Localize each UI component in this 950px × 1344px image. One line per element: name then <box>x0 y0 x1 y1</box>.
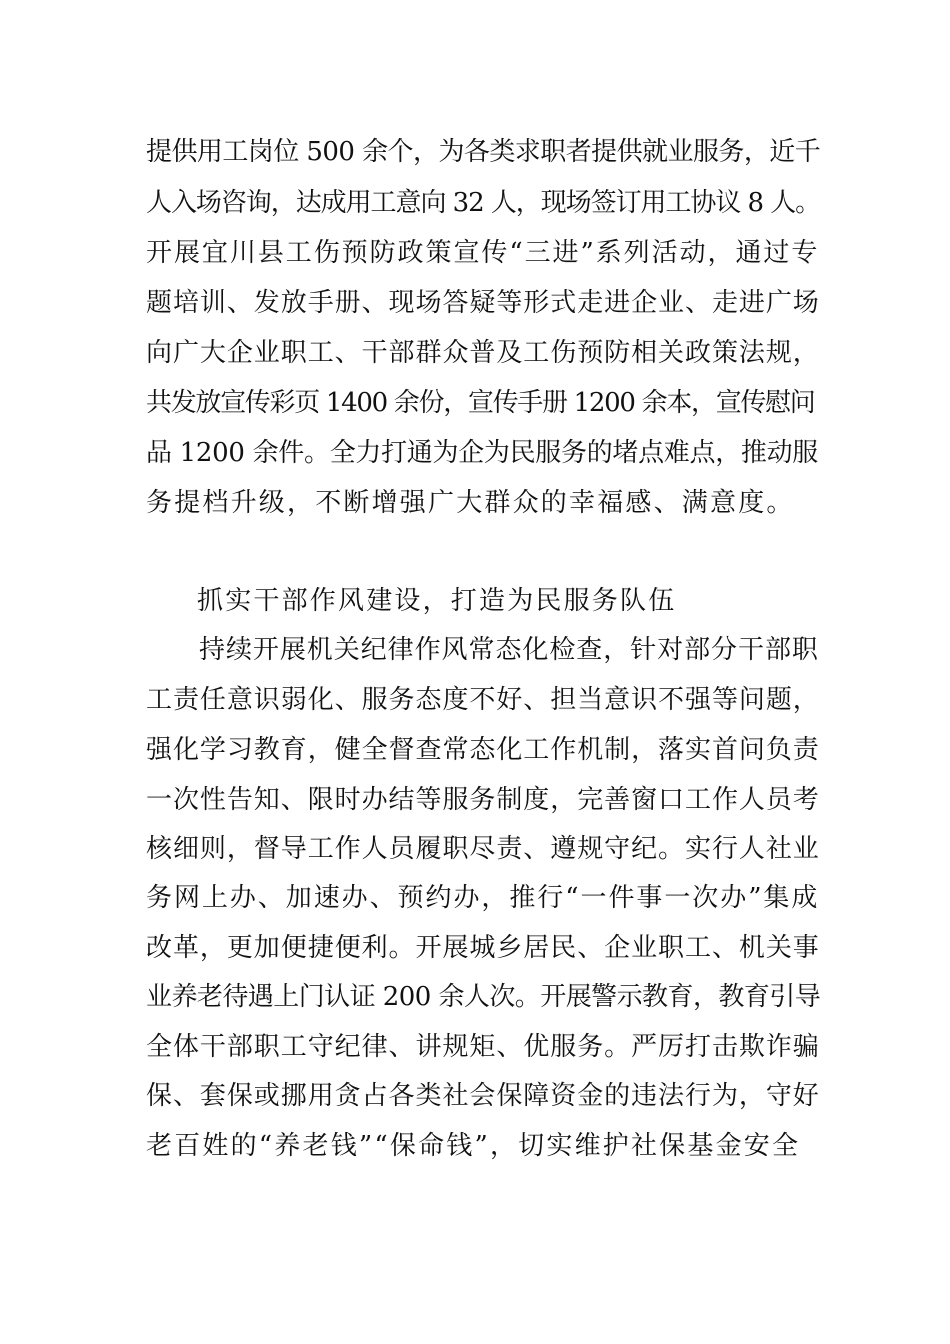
paragraph-line: 务网上办、加速办、预约办，推行“一件事一次办”集成 <box>146 883 820 913</box>
paragraph-line: 品 1200 余件。全力打通为企为民服务的堵点难点，推动服 <box>146 438 818 468</box>
paragraph-line: 务提档升级，不断增强广大群众的幸福感、满意度。 <box>146 488 795 518</box>
paragraph-line: 题培训、发放手册、现场答疑等形式走进企业、走进广场 <box>146 288 820 318</box>
paragraph-line: 一次性告知、限时办结等服务制度，完善窗口工作人员考 <box>146 785 820 815</box>
paragraph-line: 开展宜川县工伤预防政策宣传“三进”系列活动，通过专 <box>146 238 820 268</box>
paragraph-line: 保、套保或挪用贪占各类社会保障资金的违法行为，守好 <box>146 1081 820 1111</box>
paragraph-line: 向广大企业职工、干部群众普及工伤预防相关政策法规， <box>146 338 820 368</box>
paragraph-line: 提供用工岗位 500 余个，为各类求职者提供就业服务，近千 <box>146 137 821 167</box>
paragraph-line: 工责任意识弱化、服务态度不好、担当意识不强等问题， <box>146 685 820 715</box>
paragraph-line: 老百姓的“养老钱”“保命钱”，切实维护社保基金安全 <box>146 1131 801 1161</box>
paragraph-line: 全体干部职工守纪律、讲规矩、优服务。严厉打击欺诈骗 <box>146 1032 820 1062</box>
paragraph-line: 改革，更加便捷便利。开展城乡居民、企业职工、机关事 <box>146 933 820 963</box>
paragraph-line: 人入场咨询，达成用工意向 32 人，现场签订用工协议 8 人。 <box>146 188 821 218</box>
paragraph-line: 业养老待遇上门认证 200 余人次。开展警示教育，教育引导 <box>146 982 821 1012</box>
section-heading: 抓实干部作风建设，打造为民服务队伍 <box>197 586 677 616</box>
paragraph-line: 持续开展机关纪律作风常态化检查，针对部分干部职 <box>199 635 819 665</box>
paragraph-line: 共发放宣传彩页 1400 余份，宣传手册 1200 余本，宣传慰问 <box>146 388 815 418</box>
paragraph-line: 强化学习教育，健全督查常态化工作机制，落实首问负责 <box>146 735 820 765</box>
paragraph-line: 核细则，督导工作人员履职尽责、遵规守纪。实行人社业 <box>146 834 820 864</box>
